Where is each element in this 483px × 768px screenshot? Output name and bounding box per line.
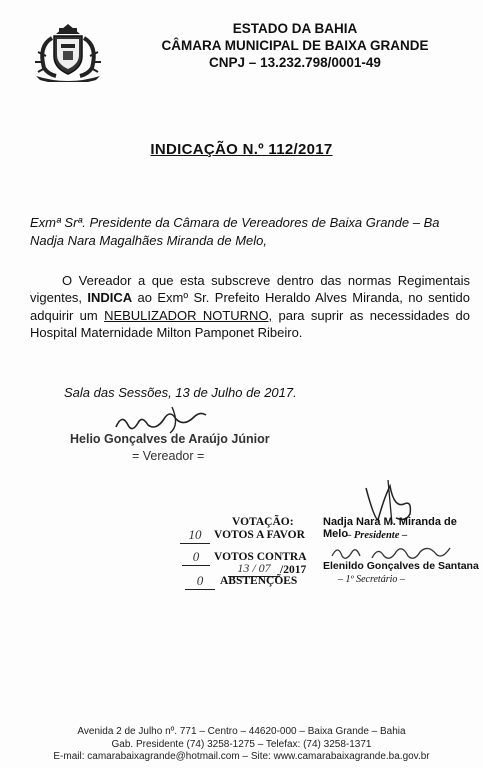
vereador-name: Helio Gonçalves de Araújo Júnior	[70, 432, 270, 446]
addressee-line-1: Exmª Srª. Presidente da Câmara de Vereadores de Baixa Grande – Ba	[30, 215, 440, 230]
secretary-name: Elenildo Gonçalves de Santana	[323, 560, 479, 572]
state-name: ESTADO DA BAHIA	[232, 21, 358, 36]
vereador-role: = Vereador =	[132, 449, 205, 463]
abstentions-label: ABSTENÇÕES	[220, 575, 298, 587]
body-indica: INDICA	[87, 290, 133, 306]
body-paragraph	[30, 272, 470, 342]
vereador-signature-icon	[112, 405, 222, 435]
body-text	[30, 272, 470, 342]
document-title: INDICAÇÃO N.º 112/2017	[150, 141, 333, 158]
secretary-role: – 1º Secretário –	[338, 574, 405, 585]
place-date: Sala das Sessões, 13 de Julho de 2017.	[64, 385, 297, 400]
footer-phones: Gab. Presidente (74) 3258-1275 – Telefax: (74) 3258-1371	[111, 738, 372, 750]
chamber-name: CÂMARA MUNICIPAL DE BAIXA GRANDE	[161, 38, 429, 53]
president-name: Nadja Nara M. Miranda de Melo	[323, 516, 457, 540]
footer-contact: E-mail: camarabaixagrande@hotmail.com – Site: www.camarabaixagrande.ba.gov.br	[53, 751, 430, 762]
body-part-2: ao Exmº Sr. Prefeito Heraldo Alves Miranda, no sentido adquirir um	[30, 290, 470, 323]
session-date-value: 13 / 07	[228, 561, 280, 577]
votes-favor-value: 10	[180, 527, 210, 544]
votes-contra-value: 0	[182, 549, 210, 566]
cnpj: CNPJ – 13.232.798/0001-49	[209, 55, 381, 70]
footer	[0, 726, 483, 764]
session-year: /2017	[280, 564, 307, 576]
letterhead	[120, 20, 470, 71]
addressee-line-2: Nadja Nara Magalhães Miranda de Melo,	[30, 233, 268, 248]
body-part-3: para suprir as necessidades do Hospital Maternidade Milton Pamponet Ribeiro.	[30, 307, 471, 341]
coat-of-arms-icon	[26, 16, 110, 82]
president-role: – Presidente –	[346, 530, 408, 541]
votes-contra-label: VOTOS CONTRA	[214, 551, 307, 563]
footer-address: Avenida 2 de Julho nº. 771 – Centro – 44620-000 – Baixa Grande – Bahia	[77, 726, 406, 737]
voting-title: VOTAÇÃO:	[232, 516, 294, 528]
votes-favor-label: VOTOS A FAVOR	[214, 529, 305, 541]
abstentions-value: 0	[185, 573, 215, 590]
body-item: NEBULIZADOR NOTURNO,	[104, 307, 273, 323]
body-part-1: O Vereador a que esta subscreve dentro das normas Regimentais vigentes,	[30, 273, 470, 306]
addressee	[30, 214, 470, 250]
